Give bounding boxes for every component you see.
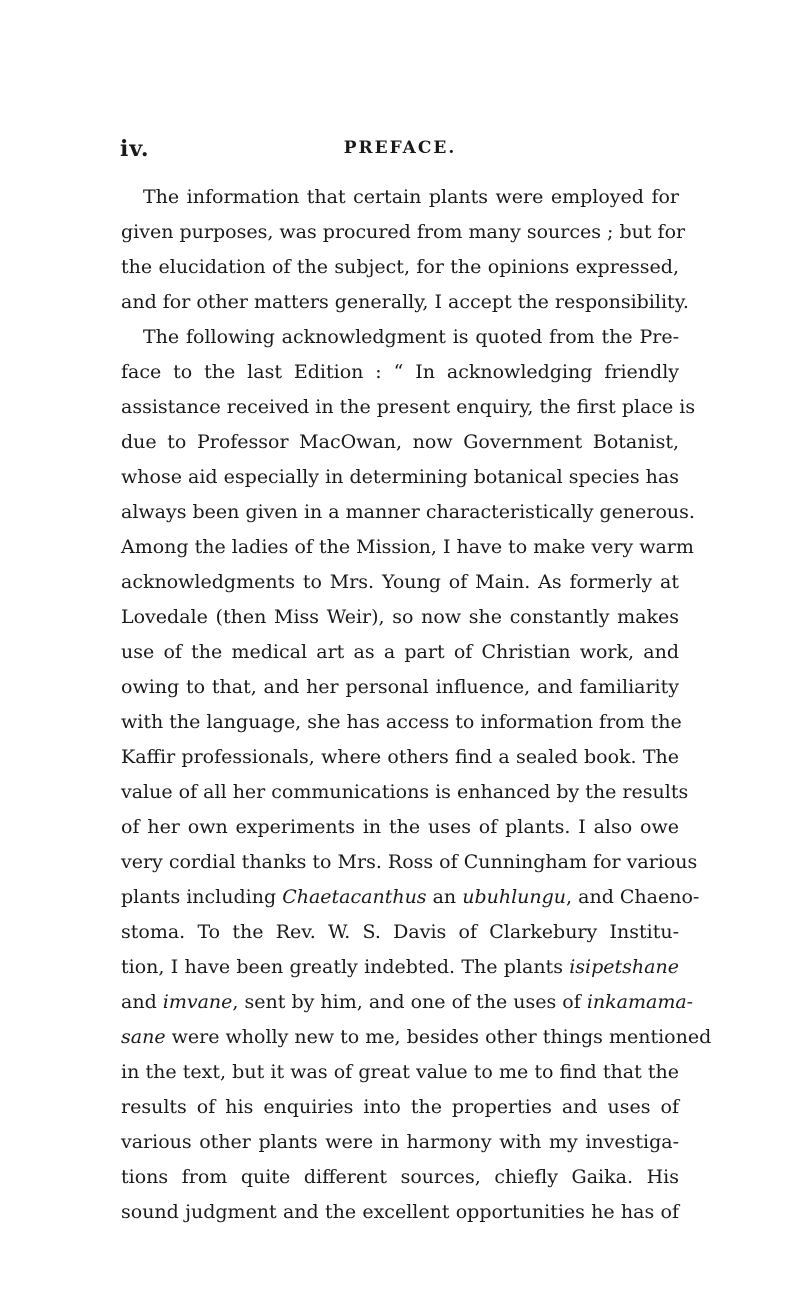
text-line: stoma. To the Rev. W. S. Davis of Clarkebury Institu- (121, 921, 679, 943)
page-number: iv. (120, 136, 150, 162)
text-line: Kaffir professionals, where others find a sealed book. The (121, 746, 679, 768)
text-line: The following acknowledgment is quoted from the Pre- (143, 326, 679, 348)
text-line: very cordial thanks to Mrs. Ross of Cunningham for various (121, 851, 698, 873)
text-line: in the text, but it was of great value to me to find that the (121, 1061, 679, 1083)
text-run: plants including (121, 886, 283, 908)
italic-plant-name: Chaetacanthus (282, 886, 427, 908)
text-line: face to the last Edition : “ In acknowledging friendly (121, 361, 679, 383)
text-line: and for other matters generally, I accept the responsibility. (121, 291, 689, 313)
text-line: with the language, she has access to information from the (121, 711, 682, 733)
text-line: of her own experiments in the uses of plants. I also owe (121, 816, 679, 838)
text-line: given purposes, was procured from many sources ; but for (121, 221, 686, 243)
text-line: and imvane, sent by him, and one of the uses of inkamama- (121, 991, 694, 1013)
text-line: acknowledgments to Mrs. Young of Main. As formerly at (121, 571, 679, 593)
text-run: an (426, 886, 463, 908)
text-line: sane were wholly new to me, besides other things mentioned (121, 1026, 712, 1048)
text-line: tion, I have been greatly indebted. The plants isipetshane (121, 956, 679, 978)
text-line: value of all her communications is enhanced by the results (121, 781, 689, 803)
preface-paragraph (121, 180, 712, 1230)
text-line: Lovedale (then Miss Weir), so now she constantly makes (121, 606, 679, 628)
text-line: owing to that, and her personal influence, and familiarity (121, 676, 679, 698)
text-line-with-italics (121, 880, 700, 915)
text-run: , and Chaeno- (566, 886, 700, 908)
text-line: results of his enquiries into the properties and uses of (121, 1096, 679, 1118)
text-line: always been given in a manner characteristically generous. (121, 501, 695, 523)
text-line: sound judgment and the excellent opportunities he has of (121, 1201, 679, 1223)
running-head: PREFACE. (343, 138, 457, 158)
text-line: The information that certain plants were employed for (143, 186, 679, 208)
text-line: Among the ladies of the Mission, I have to make very warm (121, 536, 694, 558)
text-line: various other plants were in harmony with my investiga- (121, 1131, 679, 1153)
text-line: whose aid especially in determining botanical species has (121, 466, 679, 488)
text-line: tions from quite different sources, chiefly Gaika. His (121, 1166, 679, 1188)
text-line: due to Professor MacOwan, now Government Botanist, (121, 431, 679, 453)
page-header (120, 136, 680, 164)
text-line: assistance received in the present enquiry, the first place is (121, 396, 696, 418)
italic-plant-name: ubuhlungu (462, 886, 567, 908)
text-line: the elucidation of the subject, for the opinions expressed, (121, 256, 679, 278)
text-line: use of the medical art as a part of Christian work, and (121, 641, 679, 663)
